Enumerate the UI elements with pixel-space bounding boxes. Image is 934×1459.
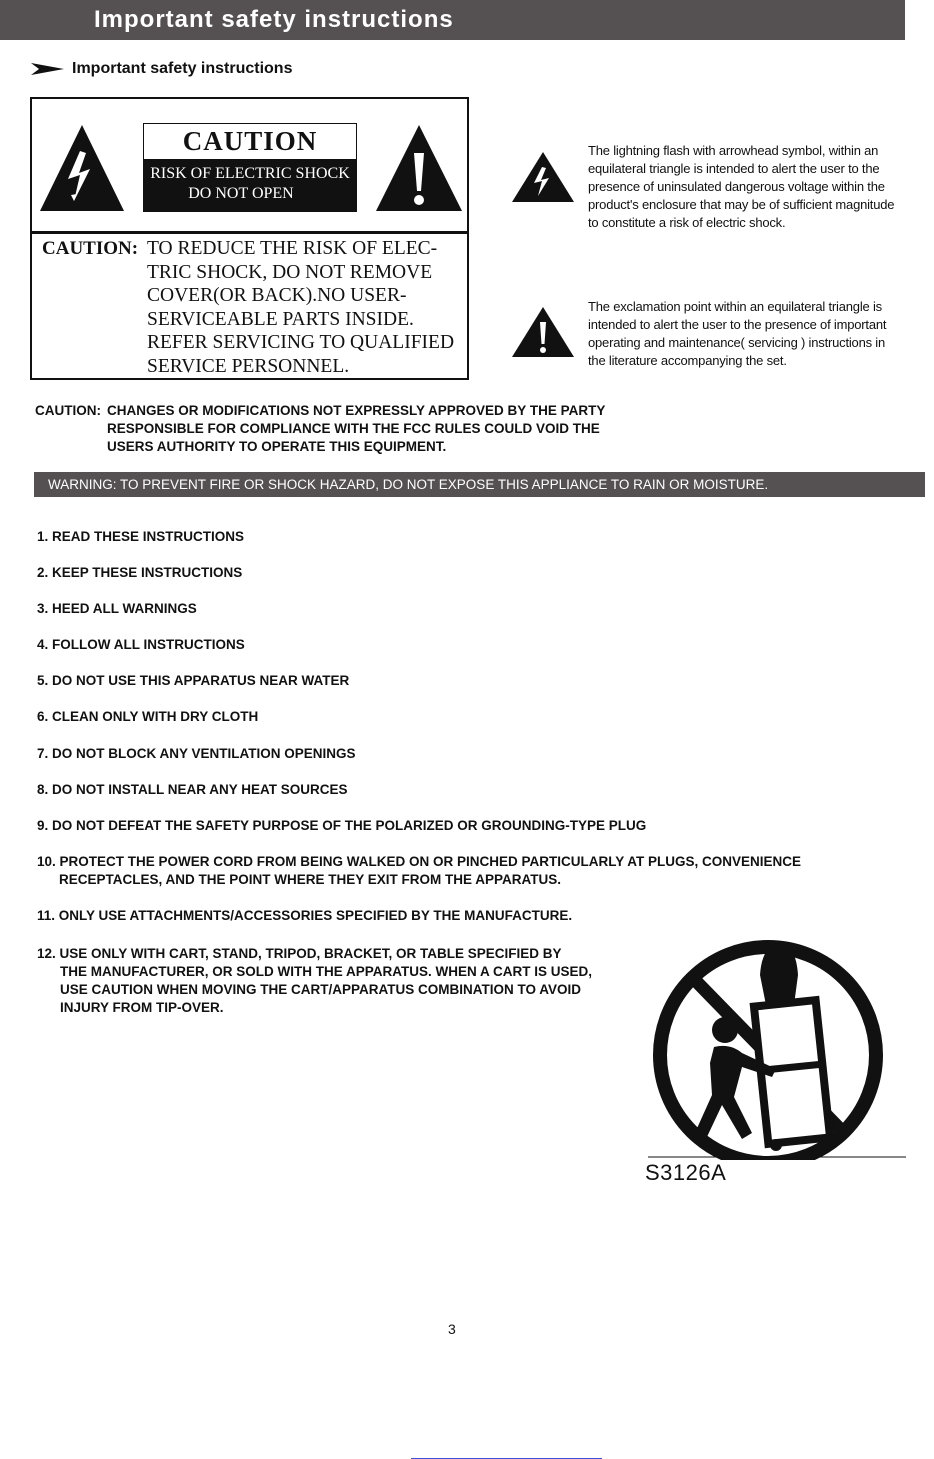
lightning-triangle-icon [511,151,575,203]
caution-line: SERVICE PERSONNEL. [147,356,350,377]
instruction-item: 8. DO NOT INSTALL NEAR ANY HEAT SOURCES [37,782,348,797]
lightning-triangle-icon [38,123,126,213]
caution-line: SERVICEABLE PARTS INSIDE. [147,309,414,330]
lightning-explanation-line: product's enclosure that may be of sufficient magnitude [588,197,895,212]
caution-prefix: CAUTION: [42,238,139,259]
instruction-item: 3. HEED ALL WARNINGS [37,601,197,616]
lightning-explanation-line: presence of uninsulated dangerous voltage within the [588,179,885,194]
lightning-explanation-line: to constitute a risk of electric shock. [588,215,786,230]
cart-symbol-code: S3126A [645,1160,727,1185]
fcc-caution-line: RESPONSIBLE FOR COMPLIANCE WITH THE FCC RULES COULD VOID THE [107,421,600,436]
instruction-item: 1. READ THESE INSTRUCTIONS [37,529,245,544]
caution-line: TO REDUCE THE RISK OF ELEC- [147,238,438,259]
exclamation-explanation-line: intended to alert the user to the presence of important [588,317,887,332]
instruction-item: 12. USE ONLY WITH CART, STAND, TRIPOD, BRACKET, OR TABLE SPECIFIED BY [37,946,562,961]
lightning-explanation-line: equilateral triangle is intended to alert the user to the [588,161,880,176]
lightning-explanation-line: The lightning flash with arrowhead symbol, within an [588,143,879,158]
instruction-item: 4. FOLLOW ALL INSTRUCTIONS [37,637,245,652]
fcc-caution-prefix: CAUTION: [35,403,101,418]
warning-text: WARNING: TO PREVENT FIRE OR SHOCK HAZARD, DO NOT EXPOSE THIS APPLIANCE TO RAIN OR MOISTURE. [48,477,769,492]
exclamation-explanation-line: operating and maintenance( servicing ) instructions in [588,335,886,350]
exclamation-triangle-icon [374,123,464,213]
caution-divider [30,231,469,234]
page-title: Important safety instructions [94,6,454,33]
instruction-item: 11. ONLY USE ATTACHMENTS/ACCESSORIES SPECIFIED BY THE MANUFACTURE. [37,908,573,923]
instruction-item: 9. DO NOT DEFEAT THE SAFETY PURPOSE OF THE POLARIZED OR GROUNDING-TYPE PLUG [37,818,647,833]
instruction-item-continued: THE MANUFACTURER, OR SOLD WITH THE APPARATUS. WHEN A CART IS USED, [60,964,592,979]
caution-donot-text: DO NOT OPEN [188,185,294,202]
instruction-item-continued: RECEPTACLES, AND THE POINT WHERE THEY EXIT FROM THE APPARATUS. [59,872,562,887]
caution-line: TRIC SHOCK, DO NOT REMOVE [147,262,433,283]
cart-tip-over-warning-icon [648,935,908,1160]
page-number: 3 [448,1321,456,1337]
instruction-item: 5. DO NOT USE THIS APPARATUS NEAR WATER [37,673,350,688]
exclamation-explanation-line: The exclamation point within an equilateral triangle is [588,299,882,314]
section-heading: Important safety instructions [72,60,293,77]
instruction-item: 10. PROTECT THE POWER CORD FROM BEING WALKED ON OR PINCHED PARTICULARLY AT PLUGS, CONVENIENCE [37,854,802,869]
instruction-item: 2. KEEP THESE INSTRUCTIONS [37,565,243,580]
exclamation-explanation-line: the literature accompanying the set. [588,353,787,368]
instruction-item: 7. DO NOT BLOCK ANY VENTILATION OPENINGS [37,746,356,761]
fcc-caution-line: CHANGES OR MODIFICATIONS NOT EXPRESSLY APPROVED BY THE PARTY [107,403,606,418]
caution-line: COVER(OR BACK).NO USER- [147,285,407,306]
fcc-caution-line: USERS AUTHORITY TO OPERATE THIS EQUIPMENT. [107,439,447,454]
caution-risk-text: RISK OF ELECTRIC SHOCK [150,165,350,182]
caution-word: CAUTION [182,126,318,156]
instruction-item: 6. CLEAN ONLY WITH DRY CLOTH [37,709,259,724]
exclamation-triangle-icon [511,306,575,358]
arrow-right-icon [30,61,66,77]
instruction-item-continued: INJURY FROM TIP-OVER. [60,1000,224,1015]
caution-line: REFER SERVICING TO QUALIFIED [147,332,455,353]
instruction-item-continued: USE CAUTION WHEN MOVING THE CART/APPARATUS COMBINATION TO AVOID [60,982,581,997]
